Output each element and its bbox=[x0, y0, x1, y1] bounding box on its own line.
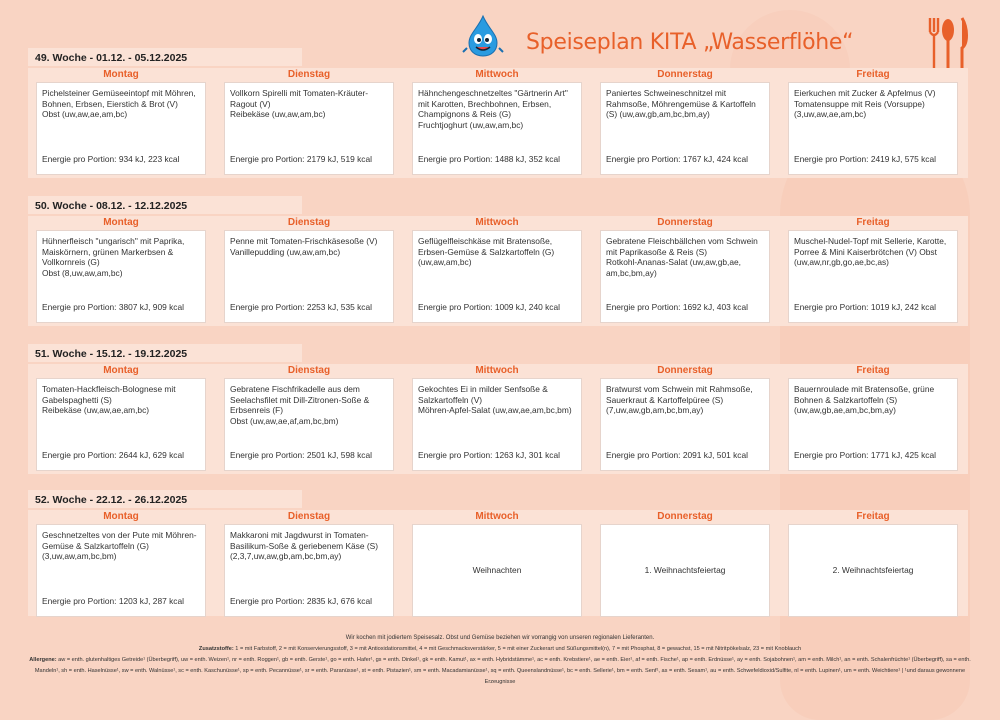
meal-energy: Energie pro Portion: 2253 kJ, 535 kcal bbox=[230, 302, 372, 313]
weekday-header: Donnerstag bbox=[657, 69, 713, 80]
weekday-header: Mittwoch bbox=[475, 511, 519, 522]
meal-cell bbox=[412, 378, 582, 471]
meal-dish: Tomaten-Hackfleisch-Bolognese mit Gabelspaghetti (S) Reibekäse (uw,aw,ae,am,bc) bbox=[42, 384, 176, 416]
meal-energy: Energie pro Portion: 2501 kJ, 598 kcal bbox=[230, 450, 372, 461]
meal-dish: Gekochtes Ei in milder Senfsoße & Salzkartoffeln (V) Möhren-Apfel-Salat (uw,aw,ae,am,bc,bm) bbox=[418, 384, 572, 416]
week-block bbox=[28, 48, 968, 184]
meal-dish: Vollkorn Spirelli mit Tomaten-Kräuter-Ragout (V) Reibekäse (uw,aw,am,bc) bbox=[230, 88, 369, 120]
meal-dish: Gebratene Fleischbällchen vom Schwein mit Paprikasoße & Reis (S) Rotkohl-Ananas-Salat (uw,aw,gb,ae, am,bc,bm,ay) bbox=[606, 236, 758, 278]
weekday-header: Montag bbox=[103, 217, 139, 228]
weekday-header: Donnerstag bbox=[657, 365, 713, 376]
week-label: 49. Woche - 01.12. - 05.12.2025 bbox=[28, 48, 302, 66]
meal-dish: Paniertes Schweineschnitzel mit Rahmsoße, Möhrengemüse & Kartoffeln (S) (uw,aw,gb,am,bc,bm,ay) bbox=[606, 88, 756, 120]
meal-cell bbox=[224, 378, 394, 471]
meal-cell bbox=[788, 230, 958, 323]
meal-energy: Energie pro Portion: 1203 kJ, 287 kcal bbox=[42, 596, 184, 607]
weekday-header-row bbox=[28, 216, 968, 230]
meal-energy: Energie pro Portion: 3807 kJ, 909 kcal bbox=[42, 302, 184, 313]
meal-dish: Hühnerfleisch "ungarisch" mit Paprika, Maiskörnern, grünen Markerbsen & Vollkornreis (G) Obst (8,uw,aw,am,bc) bbox=[42, 236, 185, 278]
meal-energy: Energie pro Portion: 2835 kJ, 676 kcal bbox=[230, 596, 372, 607]
meal-dish: Penne mit Tomaten-Frischkäsesoße (V) Vanillepudding (uw,aw,am,bc) bbox=[230, 236, 378, 257]
footer-note: Wir kochen mit jodiertem Speisesalz. Obst und Gemüse beziehen wir vorrangig von unseren regionalen Lieferanten. bbox=[345, 635, 655, 641]
meal-cell bbox=[788, 378, 958, 471]
week-block bbox=[28, 196, 968, 332]
weekday-header: Dienstag bbox=[287, 511, 331, 522]
meal-energy: Energie pro Portion: 934 kJ, 223 kcal bbox=[42, 154, 180, 165]
meal-cell bbox=[224, 524, 394, 617]
weekday-header: Freitag bbox=[856, 217, 890, 228]
meal-cell bbox=[36, 378, 206, 471]
week-label: 50. Woche - 08.12. - 12.12.2025 bbox=[28, 196, 302, 214]
weekday-header: Dienstag bbox=[287, 365, 331, 376]
meal-cell bbox=[788, 82, 958, 175]
meal-cell bbox=[412, 524, 582, 617]
weekday-header: Montag bbox=[103, 69, 139, 80]
meal-dish: Eierkuchen mit Zucker & Apfelmus (V) Tomatensuppe mit Reis (Vorsuppe) (3,uw,aw,ae,am,bc) bbox=[794, 88, 936, 120]
weekday-header: Donnerstag bbox=[657, 217, 713, 228]
additives-text: 1 = mit Farbstoff, 2 = mit Konservierungsstoff, 3 = mit Antioxidationsmittel, 4 = mit Geschmacksverstärker, 5 = mit einer Zuckerart und Süßungsmittel(n), 7 = mit Phosphat, 8 = gewachst, 15 = mit Nitritpökelsalz, 23 = mit Knoblauch bbox=[235, 646, 802, 652]
meal-dish: Bratwurst vom Schwein mit Rahmsoße, Sauerkraut & Kartoffelpüree (S) (7,uw,aw,gb,am,bc,bm,ay) bbox=[606, 384, 753, 416]
meal-cell bbox=[600, 524, 770, 617]
meal-energy: Energie pro Portion: 2091 kJ, 501 kcal bbox=[606, 450, 748, 461]
weekday-header-row bbox=[28, 510, 968, 524]
meal-dish: Makkaroni mit Jagdwurst in Tomaten-Basilikum-Soße & geriebenem Käse (S) (2,3,7,uw,aw,gb,am,bc,bm,ay) bbox=[230, 530, 379, 562]
meal-energy: Energie pro Portion: 1767 kJ, 424 kcal bbox=[606, 154, 748, 165]
meal-energy: Energie pro Portion: 1488 kJ, 352 kcal bbox=[418, 154, 560, 165]
week-block bbox=[28, 344, 968, 480]
allergens-legend bbox=[28, 655, 972, 688]
additives-legend bbox=[28, 644, 972, 655]
weekday-header: Montag bbox=[103, 511, 139, 522]
footer-legend bbox=[28, 633, 972, 688]
meal-energy: Energie pro Portion: 2419 kJ, 575 kcal bbox=[794, 154, 936, 165]
meal-dish: Hähnchengeschnetzeltes "Gärtnerin Art" mit Karotten, Brechbohnen, Erbsen, Champignons & Reis (G) Fruchtjoghurt (uw,aw,am,bc) bbox=[418, 88, 568, 130]
meal-cell bbox=[224, 82, 394, 175]
meal-cell bbox=[788, 524, 958, 617]
meal-energy: Energie pro Portion: 1019 kJ, 242 kcal bbox=[794, 302, 936, 313]
meal-energy: Energie pro Portion: 1692 kJ, 403 kcal bbox=[606, 302, 748, 313]
meal-energy: Energie pro Portion: 2644 kJ, 629 kcal bbox=[42, 450, 184, 461]
weekday-header: Freitag bbox=[856, 365, 890, 376]
allergens-label: Allergene: bbox=[29, 657, 57, 663]
meal-energy: Energie pro Portion: 2179 kJ, 519 kcal bbox=[230, 154, 372, 165]
meal-cell bbox=[600, 378, 770, 471]
meal-energy: Energie pro Portion: 1009 kJ, 240 kcal bbox=[418, 302, 560, 313]
meal-dish: Pichelsteiner Gemüseeintopf mit Möhren, Bohnen, Erbsen, Eierstich & Brot (V) Obst (uw,aw,ae,am,bc) bbox=[42, 88, 196, 120]
week-label: 51. Woche - 15.12. - 19.12.2025 bbox=[28, 344, 302, 362]
meal-cell bbox=[600, 230, 770, 323]
weekday-header: Mittwoch bbox=[475, 69, 519, 80]
meal-energy: Energie pro Portion: 1771 kJ, 425 kcal bbox=[794, 450, 936, 461]
weekday-header: Dienstag bbox=[287, 69, 331, 80]
week-block bbox=[28, 490, 968, 624]
additives-label: Zusatzstoffe: bbox=[198, 646, 234, 652]
meal-cell bbox=[36, 524, 206, 617]
meal-cell bbox=[36, 230, 206, 323]
weekday-header: Freitag bbox=[856, 69, 890, 80]
meal-dish: Weihnachten bbox=[472, 565, 522, 576]
weekday-header: Donnerstag bbox=[657, 511, 713, 522]
meal-dish: Muschel-Nudel-Topf mit Sellerie, Karotte, Porree & Mini Kaiserbrötchen (V) Obst (uw,aw,nr,gb,go,ae,bc,as) bbox=[794, 236, 947, 268]
weekday-header-row bbox=[28, 68, 968, 82]
weekday-header: Dienstag bbox=[287, 217, 331, 228]
weekday-header-row bbox=[28, 364, 968, 378]
page-title: Speiseplan KITA „Wasserflöhe“ bbox=[526, 30, 854, 55]
meal-dish: 2. Weihnachtsfeiertag bbox=[832, 565, 914, 576]
weekday-header: Freitag bbox=[856, 511, 890, 522]
meal-cell bbox=[224, 230, 394, 323]
allergens-text: aw = enth. glutenhaltiges Getreide¹ (Überbegriff), uw = enth. Weizen¹, nr = enth. Roggen¹, gb = enth. Gerste¹, go = enth. Hafer¹, gs = enth. Dinkel¹, gk = enth. Kamut¹, ax = enth. Hybridstämme¹, ac = enth. Krebstiere¹, ae = enth. Eier¹, af = enth. Fische¹, ap = enth. Erdnüsse¹, ay = enth. Sojabohnen¹, am = enth. Milch¹, an = enth. Schalenfrüchte¹ (Überbegriff), sa = enth. Mandeln¹, sh = enth. Haselnüsse¹, sw = enth. Walnüsse¹, sc = enth. Kaschunüsse¹, sp = enth. Pecannüsse¹, sr = enth. Paranüsse¹, st = enth. Pistazien¹, sm = enth. Macadamianüsse¹, sq = enth. Queenslandnüsse¹, bc = enth. Sellerie¹, bm = enth. Senf¹, as = enth. Sesam¹, au = enth. Schwefeldioxid/Sulfite, nl = enth. Lupinen¹, um = enth. Weichtiere¹ | ¹und daraus gewonnene Erzeugnisse bbox=[34, 657, 971, 685]
meal-cell bbox=[36, 82, 206, 175]
meal-dish: 1. Weihnachtsfeiertag bbox=[644, 565, 726, 576]
weekday-header: Montag bbox=[103, 365, 139, 376]
meal-cell bbox=[600, 82, 770, 175]
meal-dish: Bauernroulade mit Bratensoße, grüne Bohnen & Salzkartoffeln (S) (uw,aw,gb,ae,am,bc,bm,ay) bbox=[794, 384, 935, 416]
meal-cell bbox=[412, 82, 582, 175]
weekday-header: Mittwoch bbox=[475, 217, 519, 228]
meal-energy: Energie pro Portion: 1263 kJ, 301 kcal bbox=[418, 450, 560, 461]
meal-dish: Geschnetzeltes von der Pute mit Möhren-Gemüse & Salzkartoffeln (G) (3,uw,aw,am,bc,bm) bbox=[42, 530, 197, 562]
weekday-header: Mittwoch bbox=[475, 365, 519, 376]
meal-dish: Gebratene Fischfrikadelle aus dem Seelachsfilet mit Dill-Zitronen-Soße & Erbsenreis (F) Obst (uw,aw,ae,af,am,bc,bm) bbox=[230, 384, 370, 426]
week-label: 52. Woche - 22.12. - 26.12.2025 bbox=[28, 490, 302, 508]
meal-dish: Geflügelfleischkäse mit Bratensoße, Erbsen-Gemüse & Salzkartoffeln (G) (uw,aw,am,bc) bbox=[418, 236, 555, 268]
meal-cell bbox=[412, 230, 582, 323]
